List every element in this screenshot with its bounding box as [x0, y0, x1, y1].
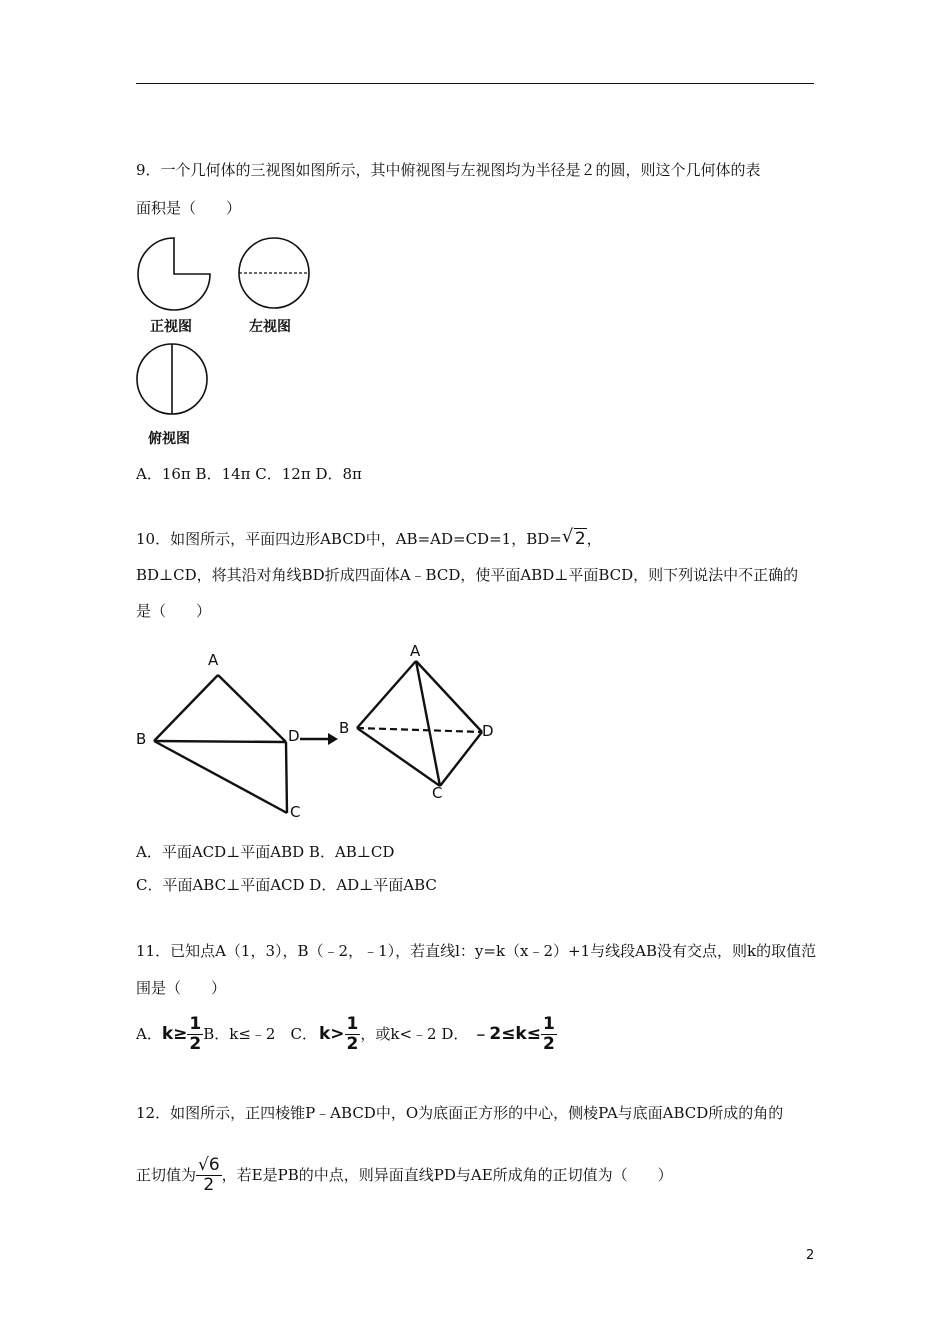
- q9-stem-line2: 面积是（ ）: [136, 199, 242, 217]
- q11-option-c-rest: ，或k<﹣2 D．: [360, 1025, 469, 1043]
- q12-stem-suffix: ，若E是PB的中点，则异面直线PD与AE所成角的正切值为（ ）: [221, 1166, 673, 1184]
- q10-fig2-vertex-b: B: [339, 719, 350, 737]
- q11-option-a-expr: k≥: [161, 1024, 188, 1044]
- q11-option-b: B．k≤﹣2 C．: [203, 1025, 317, 1043]
- q10-tetrahedron-figure: [340, 640, 500, 800]
- q10-fig2-vertex-c: C: [432, 784, 443, 802]
- q11-option-a-fraction: [187, 1013, 203, 1054]
- q9-front-view: [136, 236, 216, 316]
- fraction-denominator: 2: [346, 1033, 359, 1054]
- header-rule: [136, 83, 814, 84]
- fraction-denominator: 2: [203, 1174, 215, 1195]
- q9-label-top: 俯视图: [148, 431, 190, 447]
- q10-stem-suffix: ，: [586, 530, 602, 548]
- q9-left-view: [237, 236, 317, 316]
- q12-stem-line1: 12．如图所示，正四棱锥P﹣ABCD中，O为底面正方形的中心，侧棱PA与底面ABCD所成的角的: [136, 1104, 784, 1122]
- q9-top-view: [136, 343, 216, 423]
- q10-stem-prefix: 10．如图所示，平面四边形ABCD中，AB=AD=CD=1，BD=: [136, 530, 562, 548]
- q10-fig2-vertex-d: D: [482, 722, 494, 740]
- fraction-denominator: 2: [542, 1033, 555, 1054]
- q10-fig1-vertex-b: B: [136, 730, 147, 748]
- fraction-denominator: 2: [189, 1033, 202, 1054]
- q11-stem-line1: 11．已知点A（1，3），B（﹣2，﹣1），若直线l：y=k（x﹣2）+1与线段AB没有交点，则k的取值范: [136, 942, 817, 960]
- fraction-numerator: √6: [198, 1154, 220, 1175]
- q10-sqrt-radicand: 2: [574, 529, 586, 549]
- q10-fig2-vertex-a: A: [410, 642, 421, 660]
- q10-stem-line2: BD⊥CD，将其沿对角线BD折成四面体A﹣BCD，使平面ABD⊥平面BCD，则下列说法中不正确的: [136, 566, 799, 584]
- q10-fig1-vertex-a: A: [208, 651, 219, 669]
- q11-option-a-label: A．: [136, 1025, 162, 1043]
- q9-options: A．16π B．14π C．12π D．8π: [136, 465, 362, 483]
- q10-option-line1: A．平面ACD⊥平面ABD B．AB⊥CD: [136, 843, 395, 861]
- q11-option-d-expr: ﹣2≤k≤: [472, 1024, 541, 1044]
- q11-option-c-fraction: [345, 1013, 361, 1054]
- q10-stem-line3: 是（ ）: [136, 602, 212, 620]
- q10-option-line2: C．平面ABC⊥平面ACD D．AD⊥平面ABC: [136, 876, 437, 894]
- q9-label-front: 正视图: [150, 319, 192, 335]
- q12-stem-prefix: 正切值为: [136, 1166, 197, 1184]
- q10-stem-line1: [136, 526, 602, 549]
- q10-fig1-vertex-d: D: [288, 727, 300, 745]
- q9-label-left: 左视图: [249, 319, 291, 335]
- q11-options: [136, 1012, 557, 1056]
- q9-stem-line1: 9．一个几何体的三视图如图所示，其中俯视图与左视图均为半径是２的圆，则这个几何体的表: [136, 161, 761, 179]
- arrow-right-icon: [298, 731, 340, 747]
- sqrt-icon: √: [561, 526, 574, 547]
- fraction-numerator: 1: [346, 1013, 359, 1034]
- fraction-numerator: 1: [189, 1013, 202, 1034]
- page-number: 2: [806, 1248, 815, 1263]
- q12-stem-line2: [136, 1150, 673, 1200]
- q11-stem-line2: 围是（ ）: [136, 979, 227, 997]
- q12-fraction: [196, 1154, 222, 1195]
- q10-fig1-vertex-c: C: [290, 803, 301, 821]
- q11-option-c-expr: k>: [318, 1024, 345, 1044]
- q10-sqrt: [561, 526, 587, 549]
- fraction-numerator: 1: [542, 1013, 555, 1034]
- q11-option-d-fraction: [541, 1013, 557, 1054]
